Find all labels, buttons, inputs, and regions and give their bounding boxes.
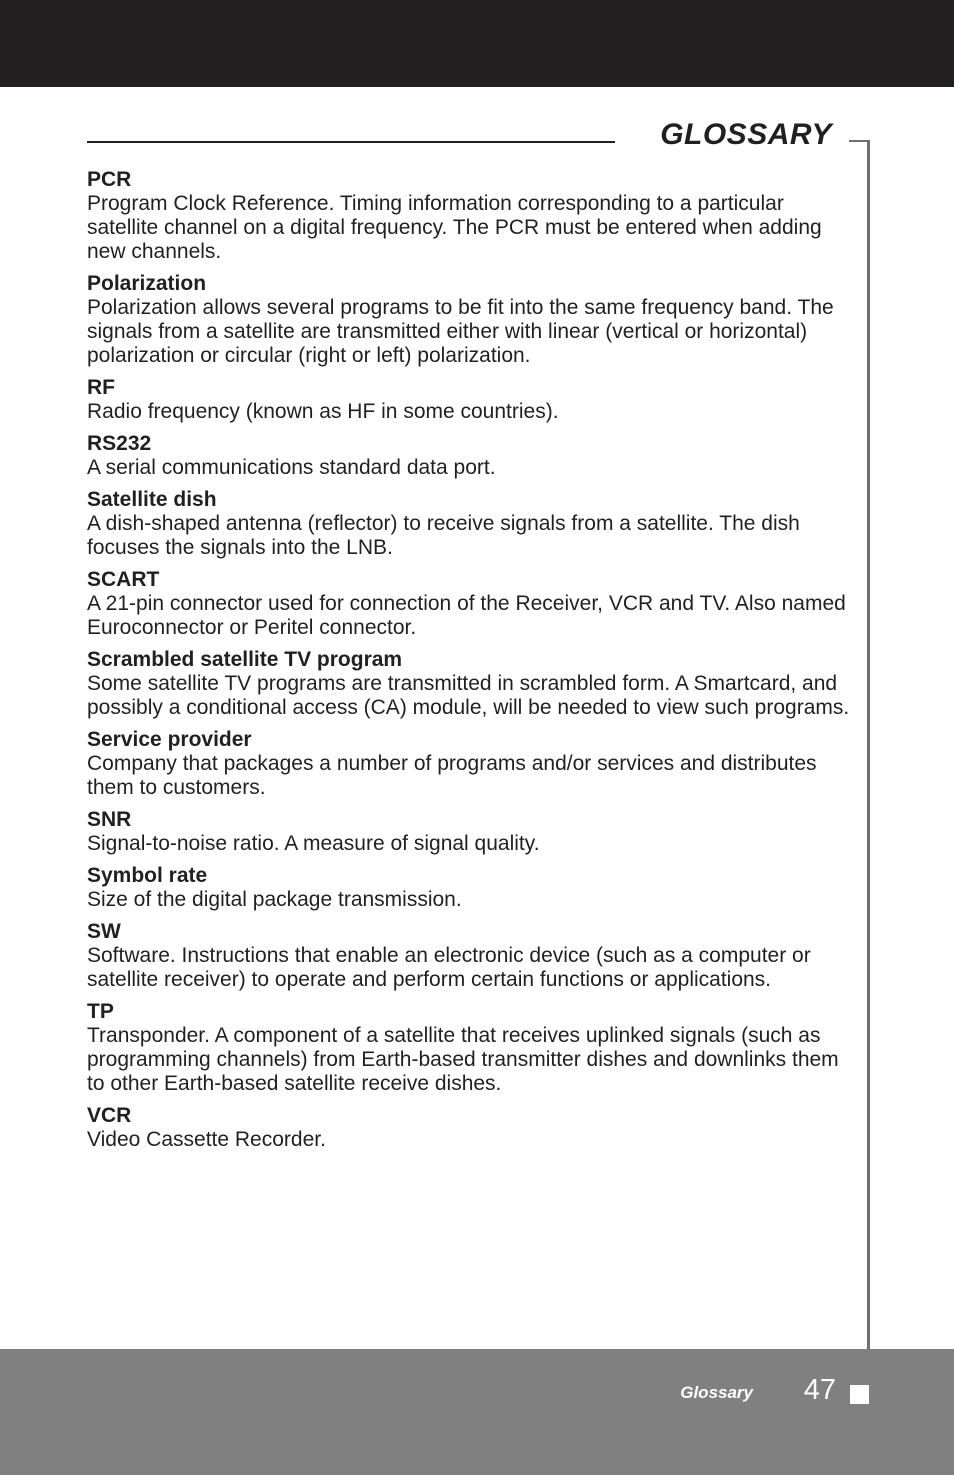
glossary-term: RS232 <box>87 432 152 455</box>
glossary-term: Scrambled satellite TV program <box>87 648 403 671</box>
glossary-term: RF <box>87 376 115 399</box>
glossary-term: SW <box>87 920 121 943</box>
glossary-definition: Signal-to-noise ratio. A measure of signal quality. <box>87 832 540 855</box>
glossary-term: Polarization <box>87 272 207 295</box>
page-marker-square <box>850 1385 869 1404</box>
glossary-entry <box>87 488 857 560</box>
glossary-definition: Video Cassette Recorder. <box>87 1128 326 1151</box>
page-number: 47 <box>803 1374 836 1406</box>
glossary-entry <box>87 376 857 424</box>
glossary-term: Satellite dish <box>87 488 217 511</box>
glossary-term: Symbol rate <box>87 864 208 887</box>
corner-rule-vertical <box>867 140 870 1350</box>
glossary-definition: Size of the digital package transmission. <box>87 888 462 911</box>
glossary-list <box>87 168 857 1160</box>
glossary-definition: Program Clock Reference. Timing information corresponding to a particular satellite channel on a digital frequency. The PCR must be entered when adding new channels. <box>87 192 822 263</box>
glossary-entry <box>87 648 857 720</box>
glossary-entry <box>87 432 857 480</box>
glossary-entry <box>87 920 857 992</box>
title-rule <box>87 141 615 143</box>
glossary-entry <box>87 168 857 264</box>
glossary-entry <box>87 272 857 368</box>
page-title: GLOSSARY <box>660 118 832 151</box>
glossary-entry <box>87 1000 857 1096</box>
glossary-definition: A dish-shaped antenna (reflector) to receive signals from a satellite. The dish focuses the signals into the LNB. <box>87 512 800 559</box>
glossary-term: SNR <box>87 808 132 831</box>
footer-bar <box>0 1349 954 1475</box>
glossary-entry <box>87 1104 857 1152</box>
glossary-term: Service provider <box>87 728 252 751</box>
glossary-entry <box>87 568 857 640</box>
glossary-entry <box>87 728 857 800</box>
footer-section-label: Glossary <box>680 1383 753 1402</box>
glossary-definition: Polarization allows several programs to be fit into the same frequency band. The signals from a satellite are transmitted either with linear (vertical or horizontal) polarization or circular (right or left) polarization. <box>87 296 834 367</box>
glossary-definition: Some satellite TV programs are transmitted in scrambled form. A Smartcard, and possibly a conditional access (CA) module, will be needed to view such programs. <box>87 672 850 719</box>
glossary-definition: A serial communications standard data port. <box>87 456 496 479</box>
glossary-term: SCART <box>87 568 160 591</box>
glossary-definition: Radio frequency (known as HF in some countries). <box>87 400 559 423</box>
glossary-term: PCR <box>87 168 132 191</box>
glossary-definition: Software. Instructions that enable an electronic device (such as a computer or satellite receiver) to operate and perform certain functions or applications. <box>87 944 811 991</box>
glossary-definition: Transponder. A component of a satellite that receives uplinked signals (such as programming channels) from Earth-based transmitter dishes and downlinks them to other Earth-based satellite receive dishes. <box>87 1024 839 1095</box>
glossary-definition: A 21-pin connector used for connection of the Receiver, VCR and TV. Also named Euroconnector or Peritel connector. <box>87 592 846 639</box>
header-bar <box>0 0 954 87</box>
glossary-definition: Company that packages a number of programs and/or services and distributes them to customers. <box>87 752 817 799</box>
glossary-entry <box>87 808 857 856</box>
glossary-term: VCR <box>87 1104 132 1127</box>
glossary-entry <box>87 864 857 912</box>
glossary-term: TP <box>87 1000 114 1023</box>
